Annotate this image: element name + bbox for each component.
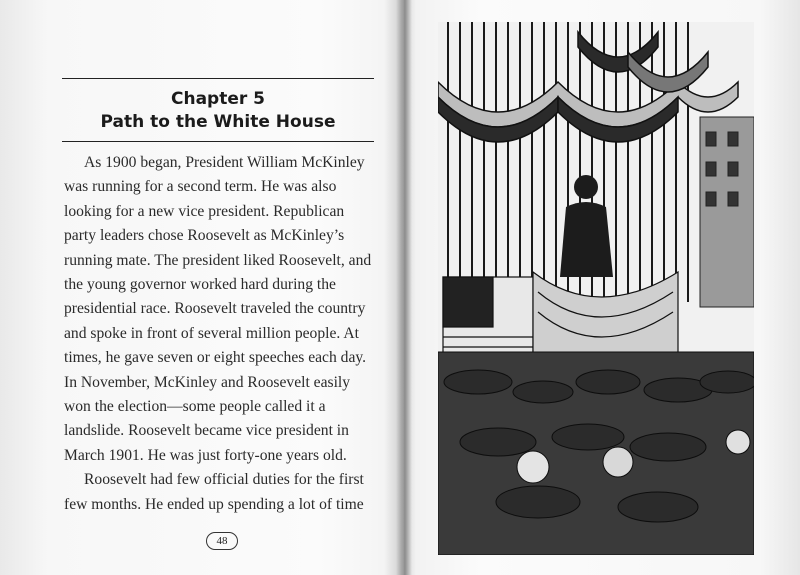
paragraph-2: Roosevelt had few official duties for the first few months. He ended up spending a lot of time xyxy=(64,471,364,513)
page-number: 48 xyxy=(206,532,238,550)
paragraph-1: As 1900 began, President William McKinley was running for a second term. He was also looking for a new vice president. Republican party leaders chose Roosevelt as McKinley’s running mate. The president liked Roosevelt, and the young governor worked hard during the presidential race. Roosevelt traveled the country and spoke in front of several million people. At times, he gave seven or eight speeches each day. In November, McKinley and Roosevelt easily won the election—some people called it a landslide. Roosevelt became vice president in March 1901. He was just forty-one years old. xyxy=(64,154,372,464)
chapter-number: Chapter 5 xyxy=(170,89,265,109)
right-building xyxy=(700,117,754,307)
body-text xyxy=(64,151,376,517)
chapter-rule-bottom xyxy=(62,141,374,142)
crowd xyxy=(438,352,754,555)
chapter-title: Path to the White House xyxy=(100,112,336,132)
roosevelt-speech-illustration xyxy=(438,22,754,555)
chapter-heading xyxy=(62,88,374,134)
chapter-rule-top xyxy=(62,78,374,79)
